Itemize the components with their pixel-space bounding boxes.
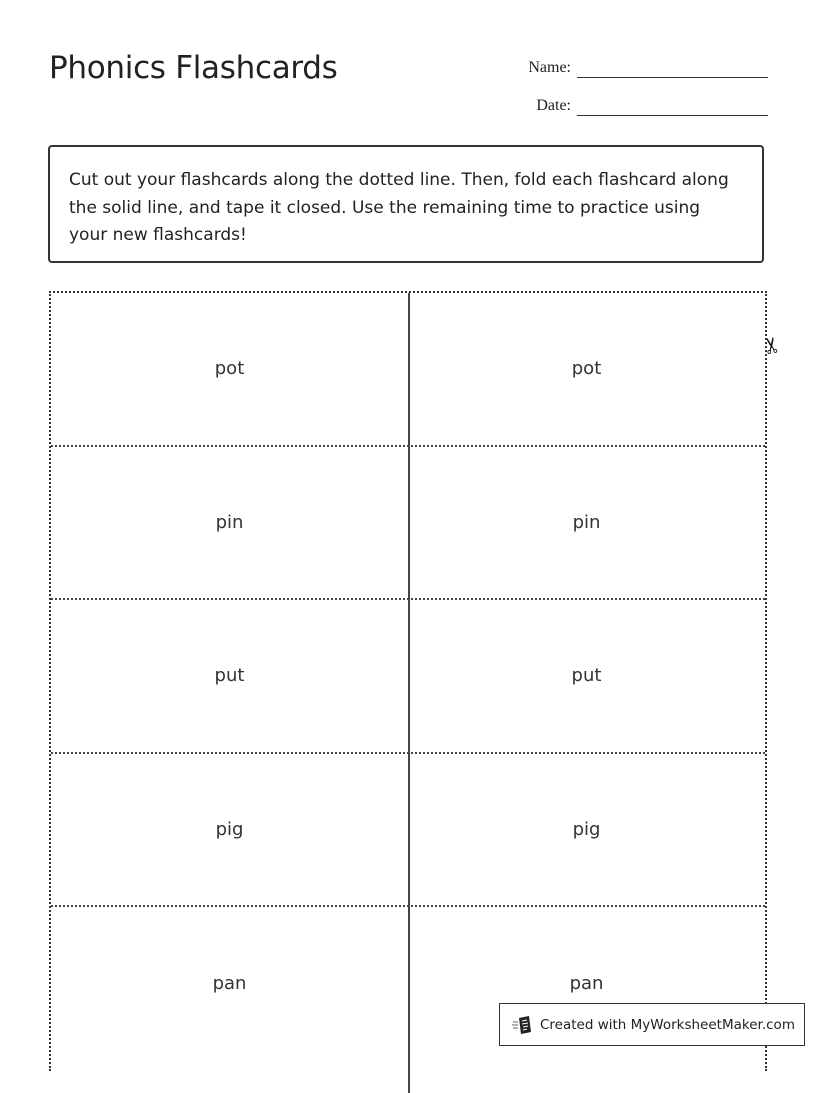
- flashcard-front: pot: [214, 358, 245, 380]
- date-input-line[interactable]: [577, 91, 768, 116]
- badge-text: Created with MyWorksheetMaker.com: [540, 1016, 795, 1033]
- flashcard-row: [51, 600, 765, 754]
- worksheet-maker-logo-icon: [512, 1014, 534, 1036]
- instructions-box: Cut out your flashcards along the dotted line. Then, fold each flashcard along the solid line, and tape it closed. Use the remaining time to practice using your new flashcards!: [48, 145, 764, 263]
- flashcard-front: put: [214, 665, 245, 687]
- flashcard-back: pan: [569, 973, 604, 995]
- flashcard-back: put: [571, 665, 602, 687]
- date-field[interactable]: [511, 91, 768, 116]
- flashcard-grid: [49, 291, 767, 1071]
- flashcard-front: pin: [215, 511, 244, 533]
- name-label: Name:: [528, 59, 571, 76]
- scissors-icon: ✂: [758, 333, 787, 357]
- page-title: Phonics Flashcards: [49, 50, 338, 86]
- flashcard-row: [51, 293, 765, 447]
- flashcard-row: [51, 754, 765, 908]
- date-label: Date:: [536, 97, 571, 114]
- flashcard-back: pot: [571, 358, 602, 380]
- created-with-badge[interactable]: [499, 1003, 805, 1046]
- flashcard-row: [51, 447, 765, 601]
- flashcard-back: pin: [572, 511, 601, 533]
- name-input-line[interactable]: [577, 53, 768, 78]
- name-field[interactable]: [511, 53, 768, 78]
- flashcard-front: pig: [215, 818, 244, 840]
- flashcard-back: pig: [572, 818, 601, 840]
- flashcard-front: pan: [212, 973, 247, 995]
